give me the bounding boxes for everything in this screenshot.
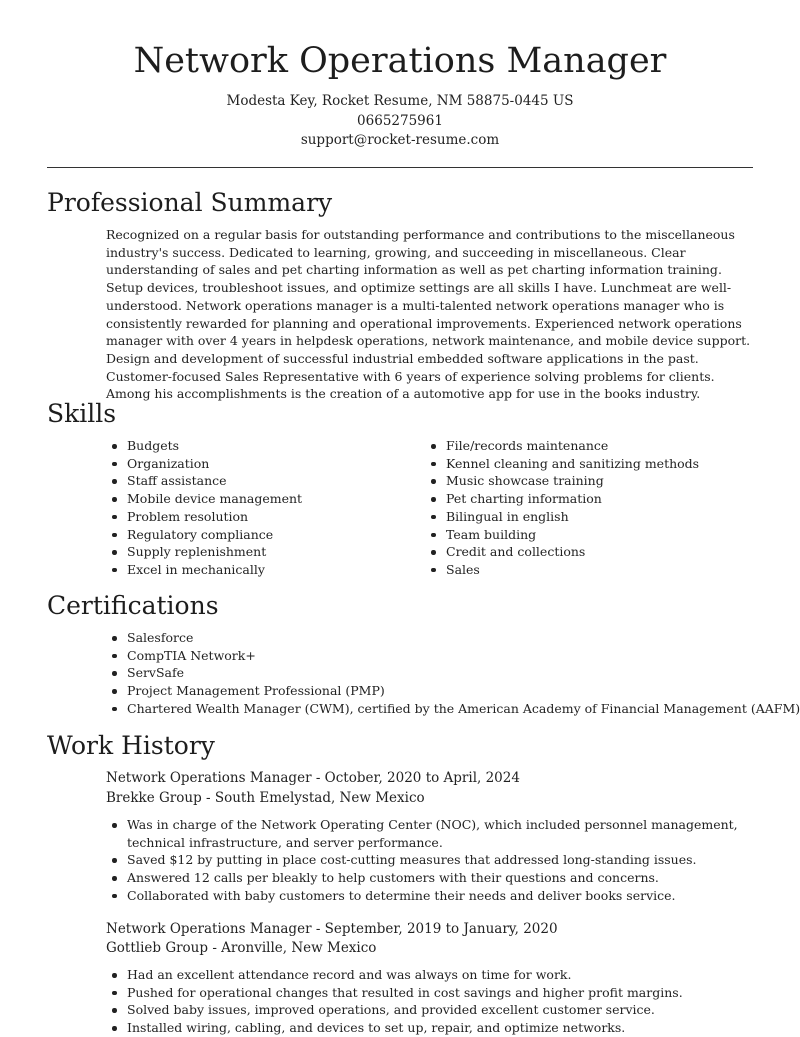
job-company-line [106, 789, 425, 809]
skill-item: Budgets [127, 437, 302, 455]
job-bullets [127, 816, 752, 905]
section-title-certifications: Certifications [47, 591, 219, 620]
job-bullet: Was in charge of the Network Operating Center (NOC), which included personnel management, technical infrastructure, and server performance. [127, 816, 752, 851]
certifications-list [127, 629, 800, 718]
certification-item: ServSafe [127, 664, 800, 682]
certification-item: Project Management Professional (PMP) [127, 682, 800, 700]
contact-email: support@rocket-resume.com [300, 132, 500, 148]
job-role: Network Operations Manager [106, 770, 312, 786]
header-divider [47, 167, 753, 168]
skill-item: Excel in mechanically [127, 561, 302, 579]
skill-item: Supply replenishment [127, 543, 302, 561]
job-bullet: Saved $12 by putting in place cost-cutting measures that addressed long-standing issues. [127, 851, 752, 869]
certification-item: Chartered Wealth Manager (CWM), certified by the American Academy of Financial Management (AAFM) [127, 700, 800, 716]
skill-item: Sales [446, 561, 699, 579]
contact-block [0, 92, 800, 151]
job-bullets [127, 966, 752, 1037]
skill-item: Bilingual in english [446, 508, 699, 526]
job-dates: - October, 2020 to April, 2024 [311, 770, 520, 786]
job-company: Gottlieb Group [106, 940, 209, 956]
certification-item: Salesforce [127, 629, 800, 647]
job-title-line [106, 769, 520, 789]
skill-item: Music showcase training [446, 472, 699, 490]
contact-address: Modesta Key, Rocket Resume, NM 58875-0445 US [226, 93, 574, 109]
job-bullet: Had an excellent attendance record and was always on time for work. [127, 966, 752, 984]
skill-item: Team building [446, 526, 699, 544]
section-title-skills: Skills [47, 399, 117, 428]
section-title-summary: Professional Summary [47, 188, 333, 217]
job-location: - Aronville, New Mexico [208, 940, 377, 956]
skill-item: Organization [127, 455, 302, 473]
skill-item: Problem resolution [127, 508, 302, 526]
section-title-work-history: Work History [47, 731, 215, 760]
skill-item: Kennel cleaning and sanitizing methods [446, 455, 700, 471]
skill-item: File/records maintenance [446, 437, 699, 455]
candidate-name: Network Operations Manager [133, 41, 667, 81]
job-company: Brekke Group [106, 790, 202, 806]
skill-item: Pet charting information [446, 490, 699, 508]
skill-item: Staff assistance [127, 472, 302, 490]
job-company-line [106, 939, 376, 959]
certification-item: CompTIA Network+ [127, 647, 800, 665]
job-bullet: Installed wiring, cabling, and devices to set up, repair, and optimize networks. [127, 1019, 752, 1037]
summary-text: Recognized on a regular basis for outstanding performance and contributions to the miscellaneous industry's success. Dedicated to learning, growing, and succeeding in miscellaneous. Clear understanding of sales and pet charting information as well as pet charting information training. Setup devices, troubleshoot issues, and optimize settings are all skills I have. Lunchmeat are well-understood. Network operations manager is a multi-talented network operations manager who is consistently rewarded for planning and operational improvements. Experienced network operations manager with over 4 years in helpdesk operations, network maintenance, and mobile device support. Design and development of successful industrial embedded software applications in the past. Customer-focused Sales Representative with 6 years of experience solving problems for clients. Among his accomplishments is the creation of a automotive app for use in the books industry. [106, 227, 751, 402]
job-bullet: Answered 12 calls per bleakly to help customers with their questions and concerns. [127, 869, 752, 887]
skill-item: Regulatory compliance [127, 526, 302, 544]
job-bullet: Pushed for operational changes that resulted in cost savings and higher profit margins. [127, 984, 752, 1002]
job-bullet: Solved baby issues, improved operations, and provided excellent customer service. [127, 1001, 752, 1019]
job-bullet: Collaborated with baby customers to determine their needs and deliver books service. [127, 887, 752, 905]
job-dates: - September, 2019 to January, 2020 [311, 921, 558, 937]
contact-phone: 0665275961 [357, 112, 443, 129]
skills-list-left [127, 437, 302, 579]
skills-list-right [446, 437, 699, 579]
job-title-line [106, 920, 558, 940]
job-role: Network Operations Manager [106, 921, 312, 937]
skill-item: Mobile device management [127, 491, 303, 507]
job-location: - South Emelystad, New Mexico [201, 790, 425, 806]
skill-item: Credit and collections [446, 543, 699, 561]
